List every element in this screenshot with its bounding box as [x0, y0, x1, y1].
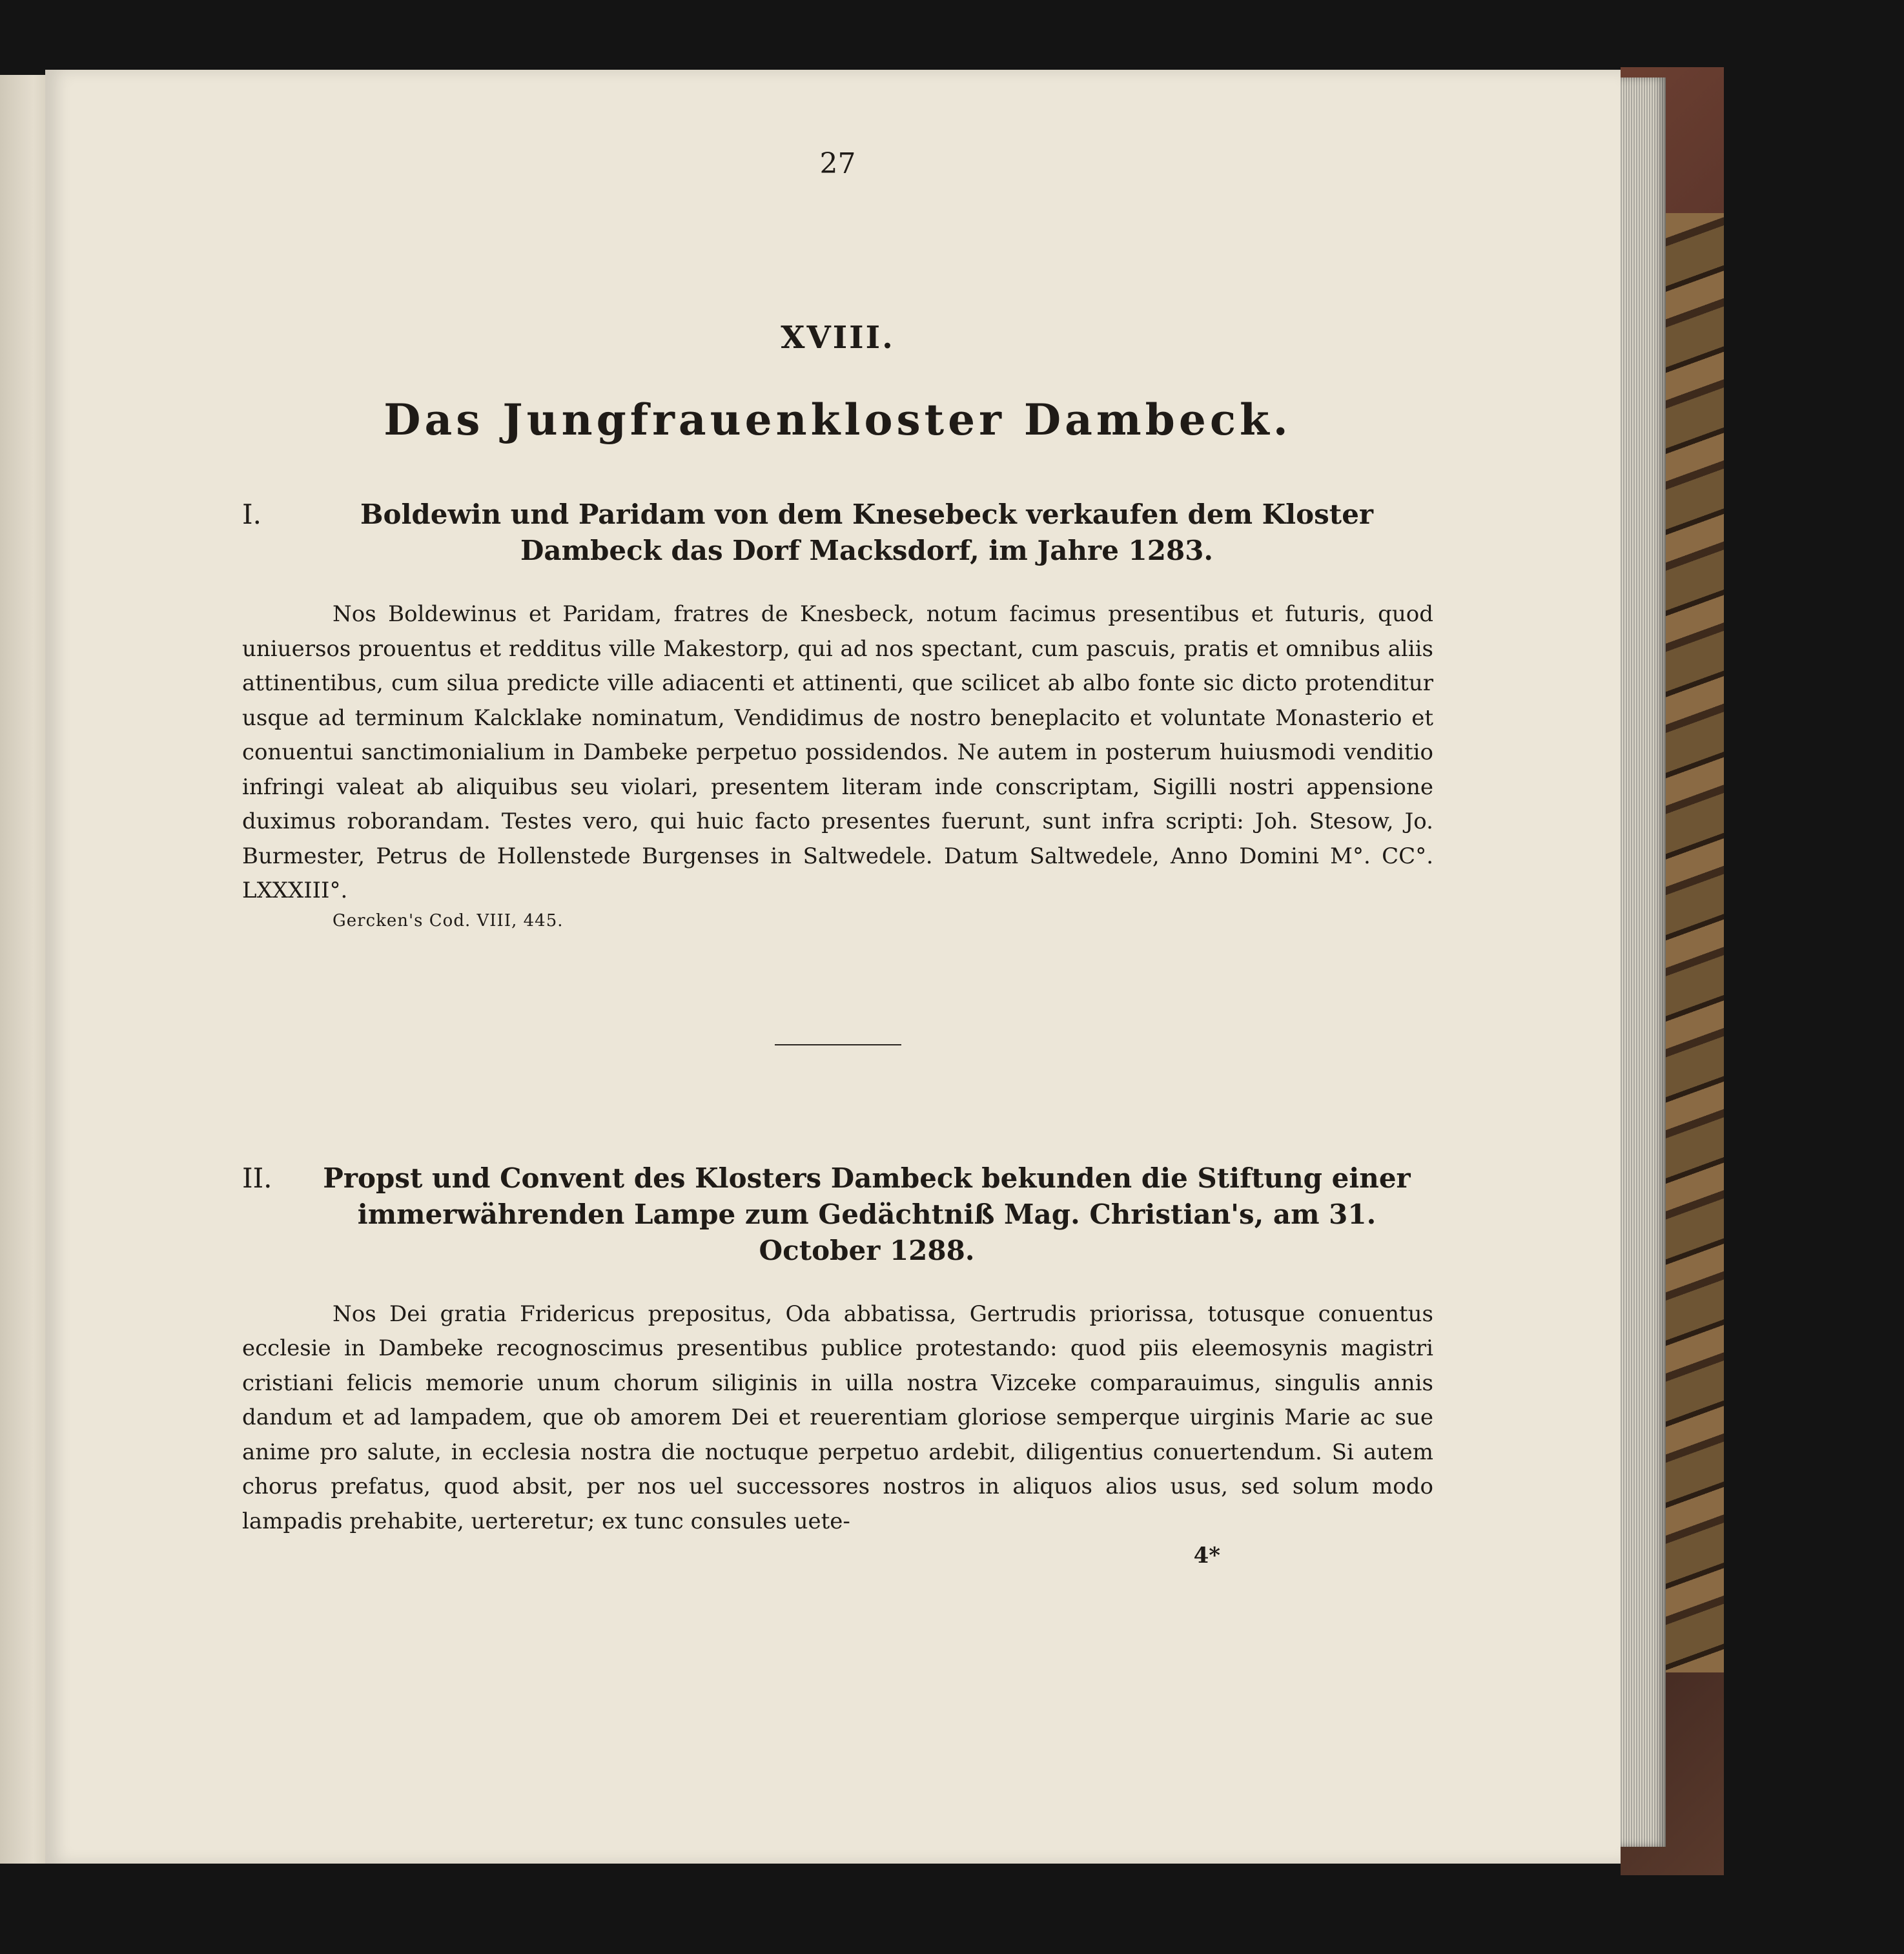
- document-text-1: Nos Boldewinus et Paridam, fratres de Knesbeck, notum facimus presentibus et futuris, quod uniuersos prouentus et redditus ville Makestorp, qui ad nos spectant, cum pascuis, pratis et omnibus aliis attinentibus, cum silua predicte ville adiacenti et attinenti, que scilicet ab albo fonte sic dicto protenditur usque ad terminum Kalcklake nominatum, Vendidimus de nostro beneplacito et voluntate Monasterio et conuentui sanctimonialium in Dambeke perpetuo possidendos. Ne autem in posterum huiusmodi venditio infringi valeat ab aliquibus seu violari, presentem literam inde conscriptam, Sigilli nostri appensione duximus roborandam. Testes vero, qui huic facto presentes fuerunt, sunt infra scripti: Joh. Stesow, Jo. Burmester, Petrus de Hollenstede Burgenses in Saltwedele. Datum Saltwedele, Anno Domini M°. CC°. LXXXIII°.: [242, 601, 1433, 903]
- section-title: Das Jungfrauenkloster Dambeck.: [384, 395, 1292, 445]
- section-number: XVIII.: [781, 320, 895, 356]
- document-text-2: Nos Dei gratia Fridericus prepositus, Oda abbatissa, Gertrudis priorissa, totusque conuentus ecclesie in Dambeke recognoscimus presentibus publice protestando: quod piis eleemosynis magistri cristiani felicis memorie unum chorum siliginis in uilla nostra Vizceke comparauimus, singulis annis dandum et ad lampadem, que ob amorem Dei et reuerentiam gloriose semperque uirginis Marie ac sue anime pro salute, in ecclesia nostra die noctuque perpetuo ardebit, diligentius conuertendum. Si autem chorus prefatus, quod absit, per nos uel successores nostros in aliquos alios usus, sed solum modo lampadis prehabite, uerteretur; ex tunc consules uete-: [242, 1301, 1433, 1534]
- document-number-1: I.: [242, 499, 261, 530]
- facing-page-edge: [0, 75, 49, 1864]
- page-content: [242, 147, 1433, 1568]
- document-source-1: Gercken's Cod. VIII, 445.: [333, 910, 564, 931]
- document-title-1: Boldewin und Paridam von dem Knesebeck verkaufen dem Kloster Dambeck das Dorf Macksdorf, im Jahre 1283.: [360, 499, 1374, 566]
- document-heading-1: [242, 497, 1433, 569]
- document-title-2: Propst und Convent des Klosters Dambeck bekunden die Stiftung einer immerwährenden Lampe zum Gedächtniß Mag. Christian's, am 31. October 1288.: [323, 1162, 1411, 1266]
- page-number: 27: [819, 147, 856, 180]
- marbled-cover-paper: [1659, 213, 1724, 1672]
- page-block-edge: [1614, 77, 1666, 1847]
- document-heading-2: [242, 1160, 1433, 1269]
- document-number-2: II.: [242, 1162, 272, 1194]
- signature-mark: 4*: [1193, 1543, 1220, 1568]
- book-page: [45, 70, 1621, 1864]
- section-divider: [775, 1044, 901, 1045]
